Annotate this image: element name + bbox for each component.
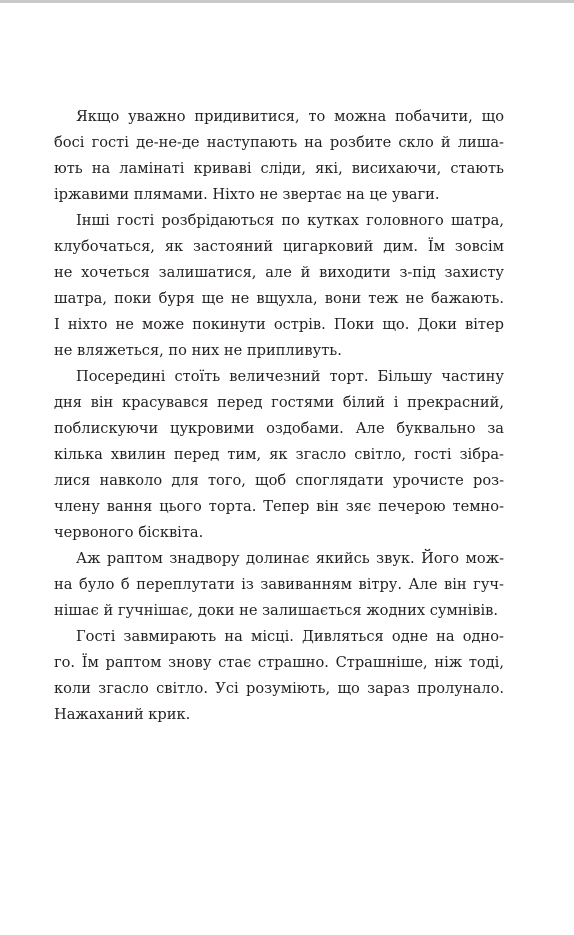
text-line: не хочеться залишатися, але й виходити з-під захисту — [54, 264, 504, 281]
text-line: Інші гості розбрідаються по кутках головного шатра, — [76, 212, 504, 229]
text-line: поблискуючи цукровими оздобами. Але буквально за — [54, 420, 504, 437]
paragraph-5 — [54, 624, 504, 728]
paragraph-2 — [54, 208, 504, 364]
paragraph-4 — [54, 546, 504, 624]
paragraph-1 — [54, 104, 504, 208]
text-line: клубочаться, як застояний цигарковий дим. Їм зовсім — [54, 238, 504, 255]
text-line: лися навколо для того, щоб споглядати урочисте роз- — [54, 472, 504, 489]
text-line: Аж раптом знадвору долинає якийсь звук. Його мож- — [76, 550, 504, 567]
text-line: коли згасло світло. Усі розуміють, що зараз пролунало. — [54, 680, 504, 697]
text-line: Посередині стоїть величезний торт. Більшу частину — [76, 368, 504, 385]
text-line: не вляжеться, по них не припливуть. — [54, 342, 342, 359]
page-text-block — [54, 104, 504, 728]
text-line: Нажаханий крик. — [54, 706, 191, 723]
text-line: кілька хвилин перед тим, як згасло світло, гості зібра- — [54, 446, 504, 463]
text-line: І ніхто не може покинути острів. Поки що. Доки вітер — [54, 316, 504, 333]
text-line: ють на ламінаті криваві сліди, які, висихаючи, стають — [54, 160, 504, 177]
text-line: члену вання цього торта. Тепер він зяє печерою темно- — [54, 498, 504, 515]
text-line: го. Їм раптом знову стає страшно. Страшніше, ніж тоді, — [54, 654, 504, 671]
text-line: дня він красувався перед гостями білий і прекрасний, — [54, 394, 504, 411]
text-line: червоного бісквіта. — [54, 524, 204, 541]
top-border-rule — [0, 0, 574, 3]
text-line: іржавими плямами. Ніхто не звертає на це уваги. — [54, 186, 440, 203]
text-line: шатра, поки буря ще не вщухла, вони теж не бажають. — [54, 290, 504, 307]
text-line: Гості завмирають на місці. Дивляться одне на одно- — [76, 628, 504, 645]
text-line: нішає й гучнішає, доки не залишається жодних сумнівів. — [54, 602, 498, 619]
text-line: на було б переплутати із завиванням вітру. Але він гуч- — [54, 576, 504, 593]
paragraph-3 — [54, 364, 504, 546]
text-line: босі гості де-не-де наступають на розбите скло й лиша- — [54, 134, 504, 151]
text-line: Якщо уважно придивитися, то можна побачити, що — [76, 108, 504, 125]
